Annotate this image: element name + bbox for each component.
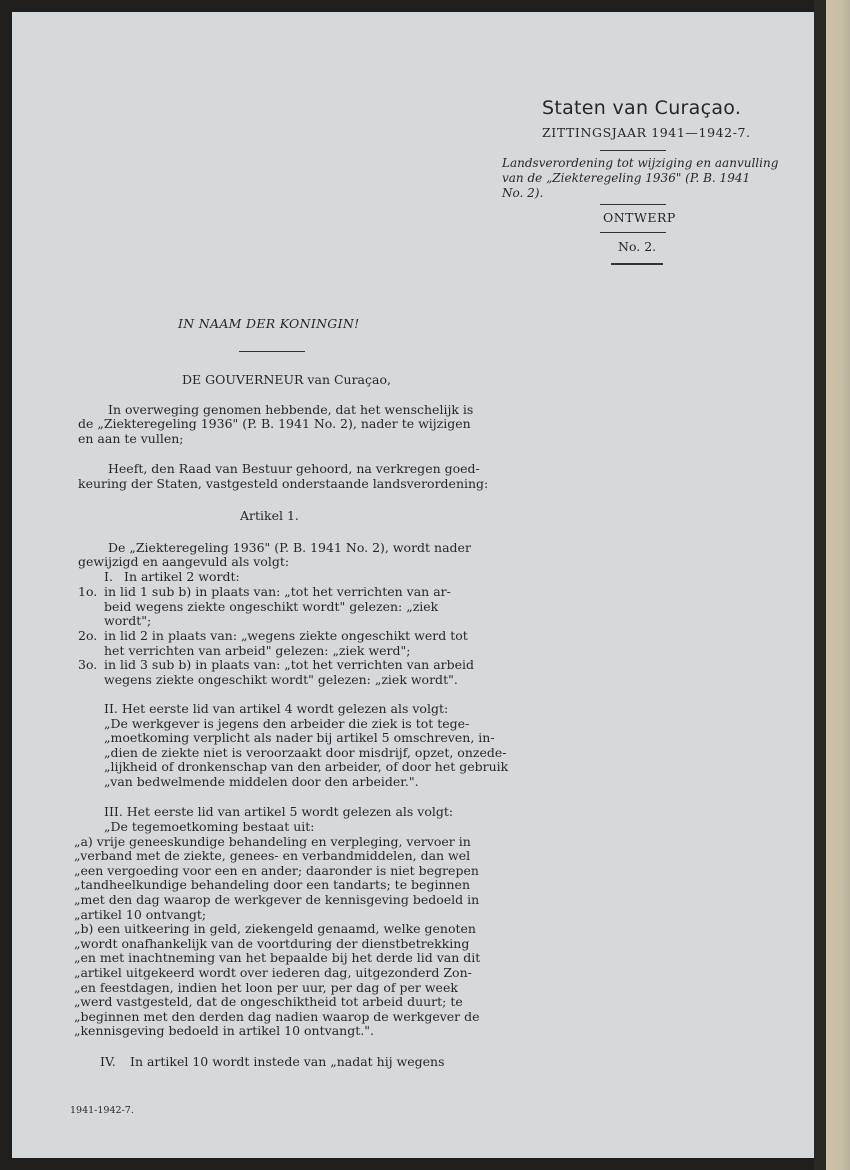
draft-label: ONTWERP bbox=[603, 210, 676, 225]
section-II-line-1: II. Het eerste lid van artikel 4 wordt gelezen als volgt: bbox=[104, 701, 449, 716]
section-III-line-4: „verband met de ziekte, genees- en verbandmiddelen, dan wel bbox=[74, 848, 471, 863]
item-3-marker: 3o. bbox=[78, 657, 98, 672]
document-page bbox=[12, 12, 814, 1158]
invocation-divider bbox=[239, 351, 305, 352]
scan-edge-shadow bbox=[814, 0, 826, 1170]
item-3-line-2: wegens ziekte ongeschikt wordt" gelezen: „ziek wordt". bbox=[104, 672, 458, 687]
section-II-line-6: „van bedwelmende middelen door den arbeider.". bbox=[104, 774, 419, 789]
subject-line-1: Landsverordening tot wijziging en aanvulling bbox=[502, 156, 779, 170]
section-II-line-5: „lijkheid of dronkenschap van den arbeider, of door het gebruik bbox=[104, 759, 509, 774]
section-II-line-3: „moetkoming verplicht als nader bij artikel 5 omschreven, in- bbox=[104, 730, 495, 745]
article-heading: Artikel 1. bbox=[240, 508, 299, 523]
header-divider bbox=[600, 150, 666, 151]
enactment-line-2: keuring der Staten, vastgesteld onderstaande landsverordening: bbox=[78, 476, 489, 491]
section-I-text: In artikel 2 wordt: bbox=[124, 569, 240, 584]
item-1-line-1: in lid 1 sub b) in plaats van: „tot het verrichten van ar- bbox=[104, 584, 451, 599]
section-III-line-12: „artikel uitgekeerd wordt over iederen dag, uitgezonderd Zon- bbox=[74, 965, 472, 980]
article-intro-line-1: De „Ziekteregeling 1936" (P. B. 1941 No. 2), wordt nader bbox=[108, 540, 471, 555]
item-1-marker: 1o. bbox=[78, 584, 98, 599]
section-III-line-7: „met den dag waarop de werkgever de kennisgeving bedoeld in bbox=[74, 892, 480, 907]
section-IV-label: IV. bbox=[100, 1054, 116, 1069]
subject-line-3: No. 2). bbox=[502, 186, 544, 200]
consideration-line-2: de „Ziekteregeling 1936" (P. B. 1941 No. 2), nader te wijzigen bbox=[78, 416, 471, 431]
item-1-line-3: wordt"; bbox=[104, 613, 152, 628]
section-III-line-16: „kennisgeving bedoeld in artikel 10 ontvangt.". bbox=[74, 1023, 374, 1038]
section-III-line-8: „artikel 10 ontvangt; bbox=[74, 907, 207, 922]
draft-divider-bottom bbox=[611, 263, 663, 265]
section-III-line-2: „De tegemoetkoming bestaat uit: bbox=[104, 819, 315, 834]
governor-line: DE GOUVERNEUR van Curaçao, bbox=[182, 372, 391, 387]
section-III-line-6: „tandheelkundige behandeling door een tandarts; te beginnen bbox=[74, 877, 471, 892]
invocation: IN NAAM DER KONINGIN! bbox=[178, 316, 360, 331]
section-II-line-2: „De werkgever is jegens den arbeider die ziek is tot tege- bbox=[104, 716, 470, 731]
section-III-line-9: „b) een uitkeering in geld, ziekengeld genaamd, welke genoten bbox=[74, 921, 476, 936]
consideration-line-1: In overweging genomen hebbende, dat het wenschelijk is bbox=[108, 402, 474, 417]
scan-edge-paper bbox=[826, 0, 850, 1170]
draft-number: No. 2. bbox=[618, 239, 657, 254]
session-label: ZITTINGSJAAR 1941—1942-7. bbox=[542, 125, 751, 140]
item-3-line-1: in lid 3 sub b) in plaats van: „tot het verrichten van arbeid bbox=[104, 657, 475, 672]
consideration-line-3: en aan te vullen; bbox=[78, 431, 184, 446]
item-1-line-2: beid wegens ziekte ongeschikt wordt" gelezen: „ziek bbox=[104, 599, 439, 614]
article-intro-line-2: gewijzigd en aangevuld als volgt: bbox=[78, 554, 290, 569]
section-III-line-1: III. Het eerste lid van artikel 5 wordt gelezen als volgt: bbox=[104, 804, 454, 819]
item-2-marker: 2o. bbox=[78, 628, 98, 643]
section-III-line-11: „en met inachtneming van het bepaalde bij het derde lid van dit bbox=[74, 950, 481, 965]
section-III-line-10: „wordt onafhankelijk van de voortduring der dienstbetrekking bbox=[74, 936, 470, 951]
section-I-label: I. bbox=[104, 569, 113, 584]
section-III-line-15: „beginnen met den derden dag nadien waarop de werkgever de bbox=[74, 1009, 480, 1024]
section-III-line-3: „a) vrije geneeskundige behandeling en verpleging, vervoer in bbox=[74, 834, 471, 849]
subject-line-2: van de „Ziekteregeling 1936" (P. B. 1941 bbox=[502, 171, 751, 185]
document-title: Staten van Curaçao. bbox=[542, 97, 742, 119]
draft-divider-top bbox=[600, 232, 666, 233]
section-IV-text: In artikel 10 wordt instede van „nadat hij wegens bbox=[130, 1054, 445, 1069]
footer-code: 1941-1942-7. bbox=[70, 1105, 134, 1116]
enactment-line-1: Heeft, den Raad van Bestuur gehoord, na verkregen goed- bbox=[108, 461, 480, 476]
item-2-line-2: het verrichten van arbeid" gelezen: „ziek werd"; bbox=[104, 643, 411, 658]
section-III-line-13: „en feestdagen, indien het loon per uur, per dag of per week bbox=[74, 980, 458, 995]
section-III-line-5: „een vergoeding voor een en ander; daaronder is niet begrepen bbox=[74, 863, 479, 878]
section-III-line-14: „werd vastgesteld, dat de ongeschiktheid tot arbeid duurt; te bbox=[74, 994, 463, 1009]
section-II-line-4: „dien de ziekte niet is veroorzaakt door misdrijf, opzet, onzede- bbox=[104, 745, 507, 760]
subject-divider bbox=[600, 204, 666, 205]
item-2-line-1: in lid 2 in plaats van: „wegens ziekte ongeschikt werd tot bbox=[104, 628, 468, 643]
